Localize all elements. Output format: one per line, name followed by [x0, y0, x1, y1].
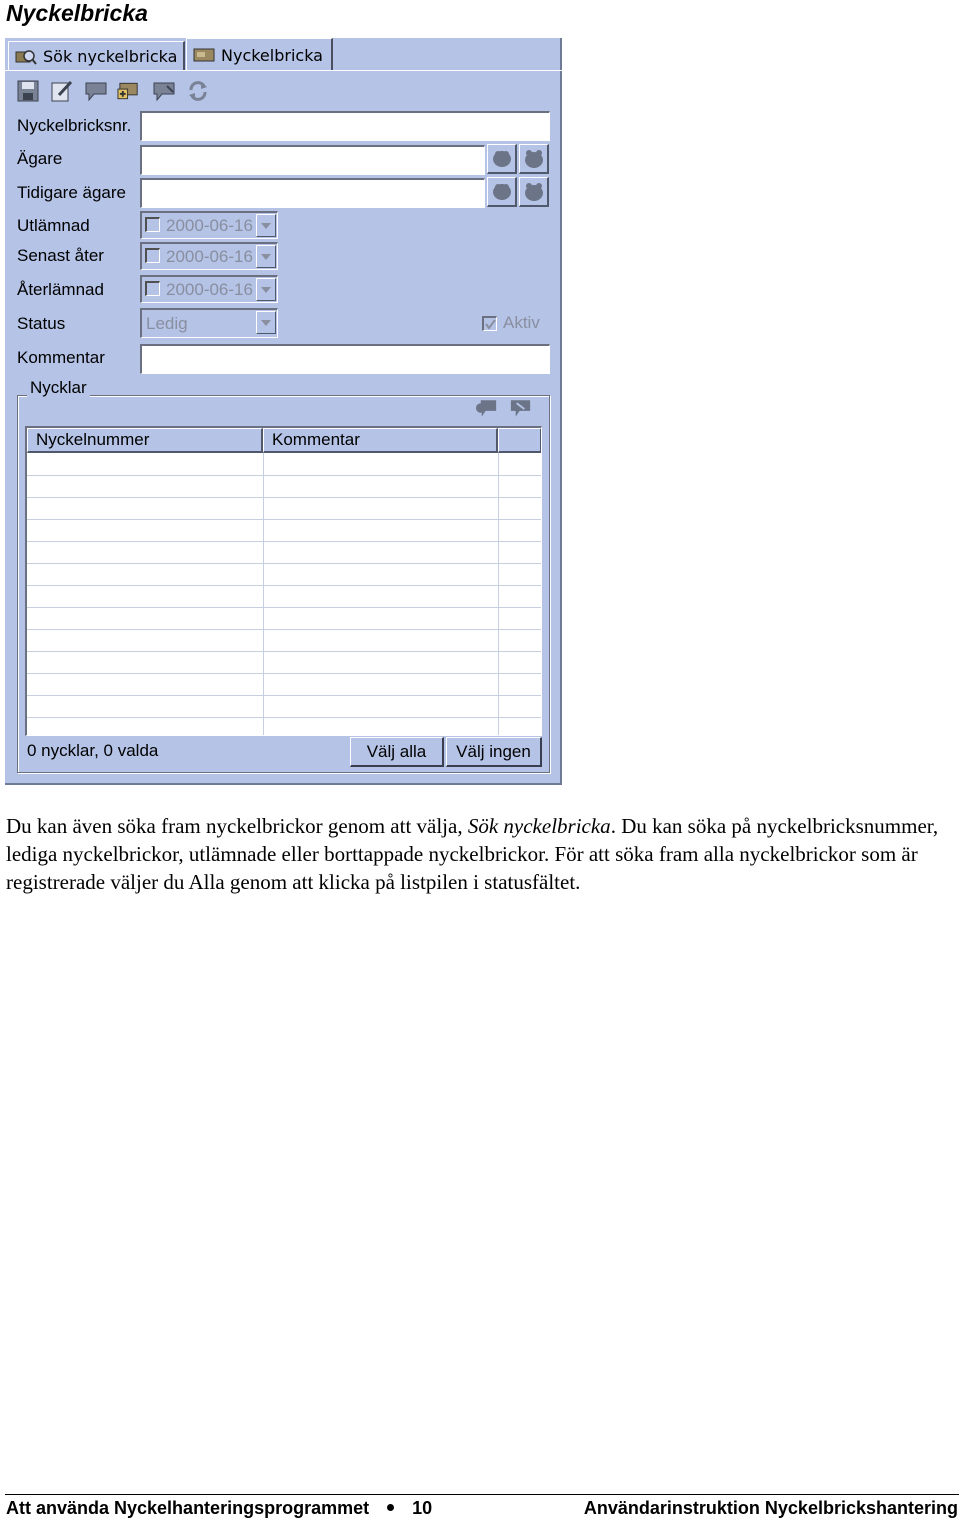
paragraph-emphasis: Sök nyckelbricka — [467, 814, 611, 838]
chevron-down-icon — [261, 320, 271, 326]
returned-date-picker[interactable] — [140, 275, 278, 303]
returned-date-checkbox[interactable] — [145, 281, 160, 296]
tab-keytag-label: Nyckelbricka — [221, 45, 323, 65]
status-dropdown[interactable] — [256, 311, 276, 334]
toolbar — [15, 78, 210, 104]
due-back-date-checkbox[interactable] — [145, 248, 160, 263]
table-row — [27, 651, 542, 652]
footer-rule — [5, 1494, 959, 1495]
returned-date-dropdown[interactable] — [256, 278, 276, 301]
issued-date-picker[interactable] — [140, 211, 278, 239]
keys-table[interactable] — [25, 426, 542, 736]
owner-field[interactable] — [140, 145, 485, 175]
search-key-icon — [15, 48, 37, 66]
table-row — [27, 607, 542, 608]
tab-search-keytag-label: Sök nyckelbricka — [43, 47, 178, 66]
chevron-down-icon — [261, 223, 271, 229]
due-back-date-value: 2000-06-16 — [166, 247, 253, 266]
body-paragraph — [6, 812, 951, 896]
person-search-icon — [491, 148, 513, 170]
add-key-icon[interactable] — [475, 395, 500, 420]
refresh-icon[interactable] — [185, 78, 210, 103]
chevron-down-icon — [261, 254, 271, 260]
keytag-number-label: Nyckelbricksnr. — [17, 116, 132, 135]
status-value: Ledig — [146, 314, 188, 333]
issued-label: Utlämnad — [17, 216, 90, 235]
owner-clear-button[interactable] — [519, 144, 549, 174]
paragraph-text-1: Du kan även söka fram nyckelbrickor genom att välja, — [6, 814, 468, 838]
previous-owner-lookup-button[interactable] — [487, 177, 517, 207]
add-keytag-icon[interactable] — [117, 78, 142, 103]
table-row — [27, 673, 542, 674]
status-label: Status — [17, 314, 66, 333]
table-row — [27, 695, 542, 696]
keys-toolbar — [475, 395, 533, 420]
table-row — [27, 519, 542, 520]
issued-date-checkbox[interactable] — [145, 217, 160, 232]
bullet-icon — [387, 1504, 394, 1511]
chevron-down-icon — [261, 287, 271, 293]
tab-divider — [5, 70, 562, 71]
status-select[interactable] — [140, 308, 278, 338]
document-title: Nyckelbricka — [6, 0, 148, 26]
table-row — [27, 497, 542, 498]
table-row — [27, 585, 542, 586]
table-row — [27, 475, 542, 476]
returned-label: Återlämnad — [17, 280, 104, 299]
comment-icon[interactable] — [83, 78, 108, 103]
comment-label: Kommentar — [17, 348, 105, 367]
tab-search-keytag[interactable] — [8, 41, 185, 71]
edit-icon[interactable] — [49, 78, 74, 103]
keys-count: 0 nycklar, 0 valda — [27, 741, 159, 760]
save-icon[interactable] — [15, 78, 40, 103]
due-back-date-picker[interactable] — [140, 242, 278, 270]
paragraph-text-2: . Du kan söka på nyckelbricksnummer, lediga nyckelbrickor, utlämnade eller borttappade nyckelbrickor. För att söka fram alla nyckelbrickor som är registrerade väljer du Alla genom att klicka på listpilen i statusfältet. — [6, 814, 939, 894]
select-all-button[interactable]: Välj alla — [350, 737, 444, 767]
column-header-key-number[interactable]: Nyckelnummer — [27, 428, 263, 453]
person-search-icon — [491, 181, 513, 203]
previous-owner-clear-button[interactable] — [519, 177, 549, 207]
page-footer — [6, 1498, 958, 1519]
page-number: 10 — [412, 1498, 433, 1518]
due-back-date-dropdown[interactable] — [256, 245, 276, 268]
keys-group-legend: Nycklar — [27, 378, 90, 398]
delete-comment-icon[interactable] — [151, 78, 176, 103]
column-divider — [263, 453, 264, 735]
table-row — [27, 541, 542, 542]
table-row — [27, 717, 542, 718]
footer-left — [6, 1498, 432, 1519]
keytag-icon — [193, 46, 215, 64]
table-row — [27, 563, 542, 564]
column-divider — [498, 453, 499, 735]
active-checkbox[interactable] — [482, 313, 540, 333]
select-none-button[interactable]: Välj ingen — [446, 737, 542, 767]
comment-field[interactable] — [140, 344, 550, 374]
remove-key-icon[interactable] — [508, 395, 533, 420]
owner-label: Ägare — [17, 149, 63, 168]
due-back-label: Senast åter — [17, 246, 104, 265]
column-header-filler — [498, 428, 542, 453]
table-row — [27, 629, 542, 630]
active-checkbox-box[interactable] — [482, 316, 497, 331]
tab-bar — [5, 38, 562, 70]
returned-date-value: 2000-06-16 — [166, 280, 253, 299]
footer-left-text: Att använda Nyckelhanteringsprogrammet — [6, 1498, 370, 1518]
previous-owner-field[interactable] — [140, 178, 485, 208]
column-header-comment[interactable]: Kommentar — [263, 428, 498, 453]
issued-date-dropdown[interactable] — [256, 214, 276, 237]
keytag-window — [5, 38, 562, 785]
person-remove-icon — [523, 148, 545, 170]
previous-owner-label: Tidigare ägare — [17, 183, 126, 202]
person-remove-icon — [523, 181, 545, 203]
footer-right: Användarinstruktion Nyckelbrickshantering — [583, 1498, 958, 1518]
active-checkbox-label: Aktiv — [503, 313, 540, 332]
issued-date-value: 2000-06-16 — [166, 216, 253, 235]
keytag-number-field[interactable] — [140, 111, 550, 141]
tab-keytag[interactable] — [186, 38, 333, 71]
owner-lookup-button[interactable] — [487, 144, 517, 174]
checkmark-icon — [484, 318, 497, 331]
